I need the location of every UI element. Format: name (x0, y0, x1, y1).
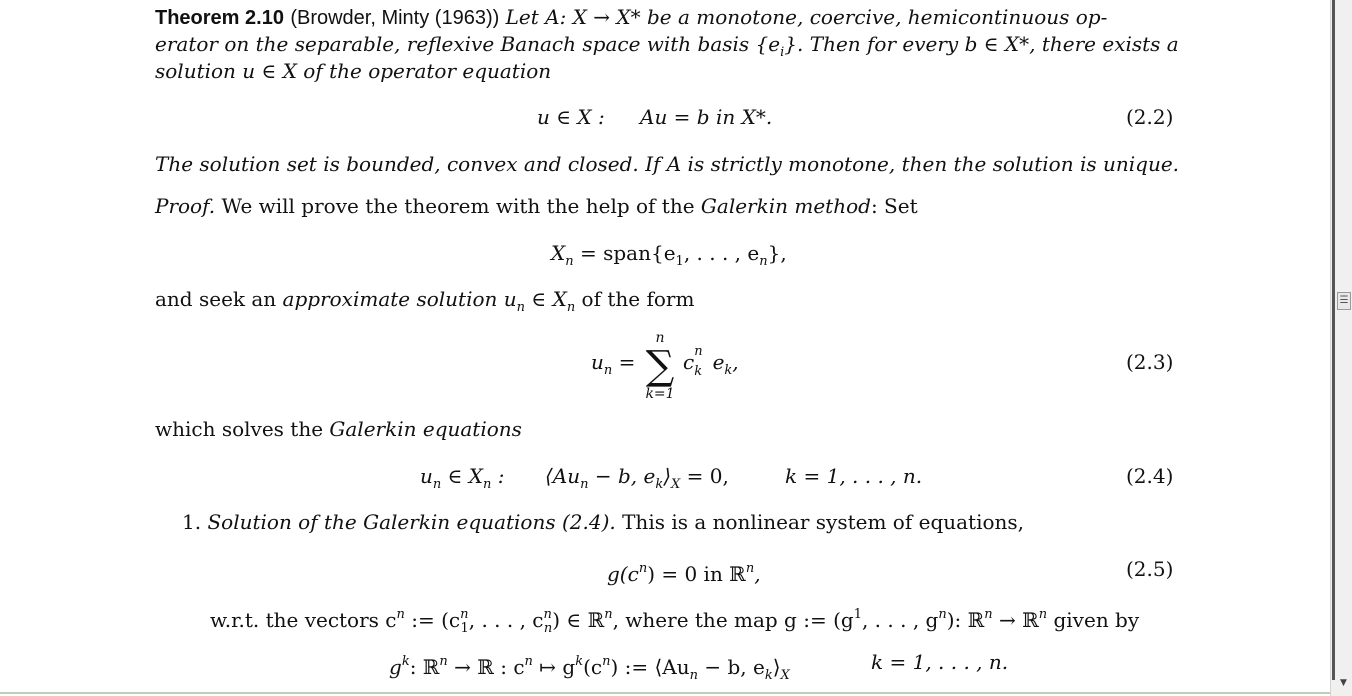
eq-2-4-lhs: $u_n$ ∈ $X_n$ : (420, 464, 505, 492)
theorem-text-2a: erator on the separable, reflexive Banach space with basis {e (155, 32, 781, 56)
theorem-text-2b: }. Then for every b ∈ X*, there exists a (784, 32, 1179, 56)
solves-paragraph: which solves the Galerkin equations (155, 417, 522, 441)
eq-number-2-5: (2.5) (1126, 557, 1174, 581)
list-item-1: 1. Solution of the Galerkin equations (2.4). This is a nonlinear system of equations, (182, 510, 1025, 534)
eq-2-4-range: k = 1, . . . , n. (785, 464, 923, 488)
theorem-conclusion: The solution set is bounded, convex and closed. If A is strictly monotone, then the solution is unique. (155, 152, 1180, 176)
theorem-label: Theorem 2.10 (155, 7, 284, 29)
eq-2-2-lhs: u ∈ X : (537, 105, 605, 129)
eq-2-3-term: c n k $e_k$, (683, 344, 739, 379)
proof-text: We will prove the theorem with the help of the (221, 194, 695, 218)
galerkin-method-term: Galerkin method (700, 194, 871, 218)
eq-span: $X_n$ = $span\{e_1$, . . . , $e_n$}, (551, 241, 787, 269)
theorem-attribution: (Browder, Minty (1963)) (290, 7, 500, 29)
eq-number-2-2: (2.2) (1126, 105, 1174, 129)
proof-label: Proof. (155, 194, 216, 218)
eq-2-3-lhs: $u_n$ = (591, 350, 636, 378)
wrt-paragraph: w.r.t. the vectors $c^n$ := ($c^n_1$, . . . , $c^n_n$) ∈ ℝ$^n$, where the map g := ($g^1$, . . . , $g^n$): ℝ$^n$ → ℝ$^n$ given by (210, 607, 1140, 636)
page-bottom-border (0, 692, 1330, 694)
summation-symbol: n ∑ k=1 (645, 330, 675, 402)
proof-text-2: : Set (870, 194, 918, 218)
proof-paragraph (155, 193, 918, 219)
eq-2-2-rhs: Au = b in X*. (640, 105, 773, 129)
theorem-line-2: erator on the separable, reflexive Banach space with basis $\{e_i\}$. Then for every b ∈ X*, there exists a (155, 32, 1179, 60)
theorem-text: Let A: X → X* be a monotone, coercive, hemicontinuous op- (505, 5, 1108, 29)
eq-number-2-3: (2.3) (1126, 350, 1174, 374)
scroll-down-arrow-icon[interactable]: ▼ (1340, 678, 1347, 688)
eq-gk: $g^k$: ℝ$^n$ → ℝ : $c^n$ ↦ $g^k(c^n)$ := $⟨Au_n - b$, $e_k⟩_X$ (389, 654, 790, 683)
theorem-line-1 (155, 4, 1107, 31)
theorem-line-3: solution u ∈ X of the operator equation (155, 59, 552, 83)
eq-2-5: $g(c^n) = 0$ in ℝ$^n$, (607, 561, 761, 586)
scrollbar-track-line (1332, 0, 1335, 680)
eq-number-2-4: (2.4) (1126, 464, 1174, 488)
seek-paragraph: and seek an approximate solution $u_n$ ∈ $X_n$ of the form (155, 287, 695, 315)
eq-2-4-inner: $⟨Au_n - b$, $e_k⟩_X = 0$, (545, 464, 729, 492)
eq-gk-range: k = 1, . . . , n. (871, 650, 1009, 674)
scrollbar-grip-icon[interactable]: ☰ (1337, 292, 1351, 310)
